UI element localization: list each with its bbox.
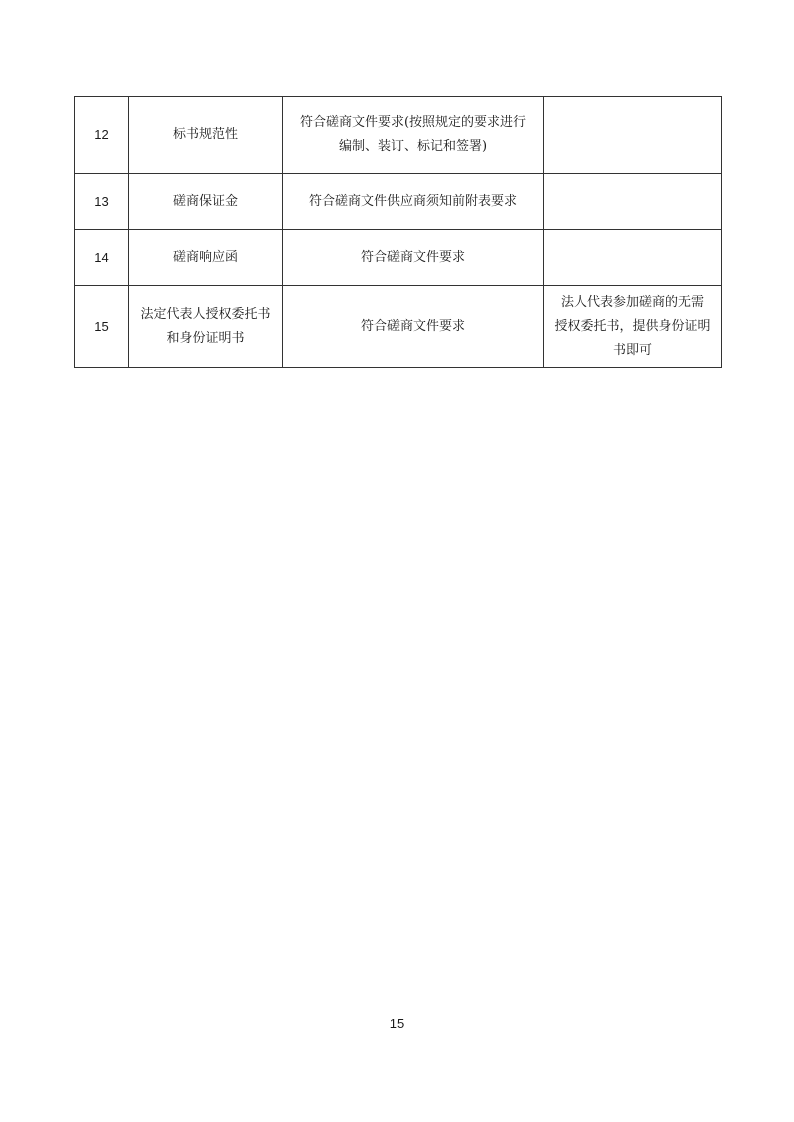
item-name: 磋商保证金 <box>129 174 283 230</box>
note-cell <box>544 230 722 286</box>
requirement-line: 符合磋商文件要求 <box>360 318 465 334</box>
requirements-table <box>74 96 722 368</box>
note-line: 书即可 <box>612 342 652 358</box>
note-line: 法人代表参加磋商的无需 <box>560 294 704 310</box>
note-cell <box>544 286 722 368</box>
note-cell <box>544 97 722 174</box>
item-name: 磋商响应函 <box>129 230 283 286</box>
row-number: 13 <box>75 174 129 230</box>
requirement-cell <box>283 174 544 230</box>
page-number: 15 <box>389 1016 405 1031</box>
item-line: 法定代表人授权委托书 <box>140 306 271 322</box>
item-line: 和身份证明书 <box>166 330 245 346</box>
note-line: 授权委托书，提供身份证明 <box>554 318 711 334</box>
requirement-line: 符合磋商文件供应商须知前附表要求 <box>308 193 517 209</box>
item-name: 标书规范性 <box>129 97 283 174</box>
table-row <box>75 174 722 230</box>
table-row <box>75 97 722 174</box>
note-cell <box>544 174 722 230</box>
requirement-line: 符合磋商文件要求 <box>360 249 465 265</box>
requirement-cell <box>283 230 544 286</box>
row-number: 15 <box>75 286 129 368</box>
requirement-line: 符合磋商文件要求(按照规定的要求进行 <box>299 115 527 130</box>
requirement-cell <box>283 286 544 368</box>
row-number: 12 <box>75 97 129 174</box>
requirement-line: 编制、装订、标记和签署) <box>338 139 488 154</box>
row-number: 14 <box>75 230 129 286</box>
requirement-cell <box>283 97 544 174</box>
table-row <box>75 230 722 286</box>
table-row <box>75 286 722 368</box>
item-name <box>129 286 283 368</box>
